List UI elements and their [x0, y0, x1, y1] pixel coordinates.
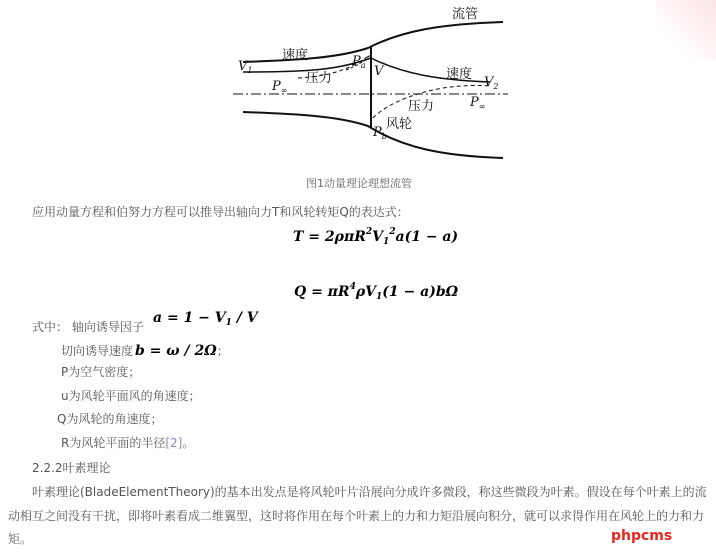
v-symbol: V — [374, 64, 384, 79]
definition-r: R为风轮平面的半径[2]。 — [61, 436, 195, 450]
rotor-label: 风轮 — [386, 117, 413, 132]
definition-p: P为空气密度； — [61, 365, 141, 379]
definition-u: u为风轮平面风的角速度； — [61, 389, 201, 403]
equation-thrust: $T = 2\rho\pi R^2V_1^2a(1 - a)$ — [293, 227, 459, 247]
definition-q: Q为风轮的角速度； — [57, 412, 163, 426]
speed-label-left: 速度 — [282, 48, 309, 63]
p-inf-right-symbol: $P_\infty$ — [470, 95, 486, 111]
v2-symbol: $V_2$ — [484, 75, 499, 91]
section-heading: 2.2.2叶素理论 — [32, 461, 111, 475]
definitions-lead: 式中： 轴向诱导因子 — [32, 320, 144, 334]
paragraph-line-2: 动相互之间没有干扰，即将叶素看成二维翼型，这时将作用在每个叶素上的力和力矩沿展向积分，就可以求得作用在风轮上的力和力 — [8, 509, 705, 523]
pa-symbol: $P_a$ — [352, 54, 366, 70]
speed-label-right: 速度 — [446, 67, 473, 82]
pressure-label-right: 压力 — [408, 99, 435, 114]
axial-induction-equation: $a = 1 - V_1 / V$ — [153, 310, 258, 328]
corner-decoration — [656, 0, 716, 60]
paragraph-line-1: 叶素理论(BladeElementTheory)的基本出发点是将风轮叶片沿展向分成许多微段，称这些微段为叶素。假设在每个叶素上的流 — [32, 485, 707, 499]
paragraph-line-3: 矩。 — [8, 532, 33, 546]
pressure-curve — [298, 54, 490, 120]
stream-tube-figure — [228, 0, 518, 170]
watermark-logo: phpcms — [611, 528, 673, 544]
intro-text: 应用动量方程和伯努力方程可以推导出轴向力T和风轮转矩Q的表达式： — [32, 205, 409, 219]
p-inf-left-symbol: $P_\infty$ — [272, 79, 288, 95]
tube-label: 流管 — [452, 7, 479, 22]
reference-link[interactable]: [2] — [165, 436, 183, 450]
pb-symbol: $P_b$ — [373, 125, 387, 141]
pressure-label-left: 压力 — [306, 71, 333, 86]
equation-torque: $Q = \pi R^4\rho V_1(1 - a)b\Omega$ — [294, 282, 459, 302]
tangential-definition: 切向诱导速度 b = ω / 2Ω； — [61, 343, 229, 359]
v1-symbol: $V_1$ — [238, 59, 253, 75]
figure-caption: 图1动量理论理想流管 — [306, 177, 412, 190]
